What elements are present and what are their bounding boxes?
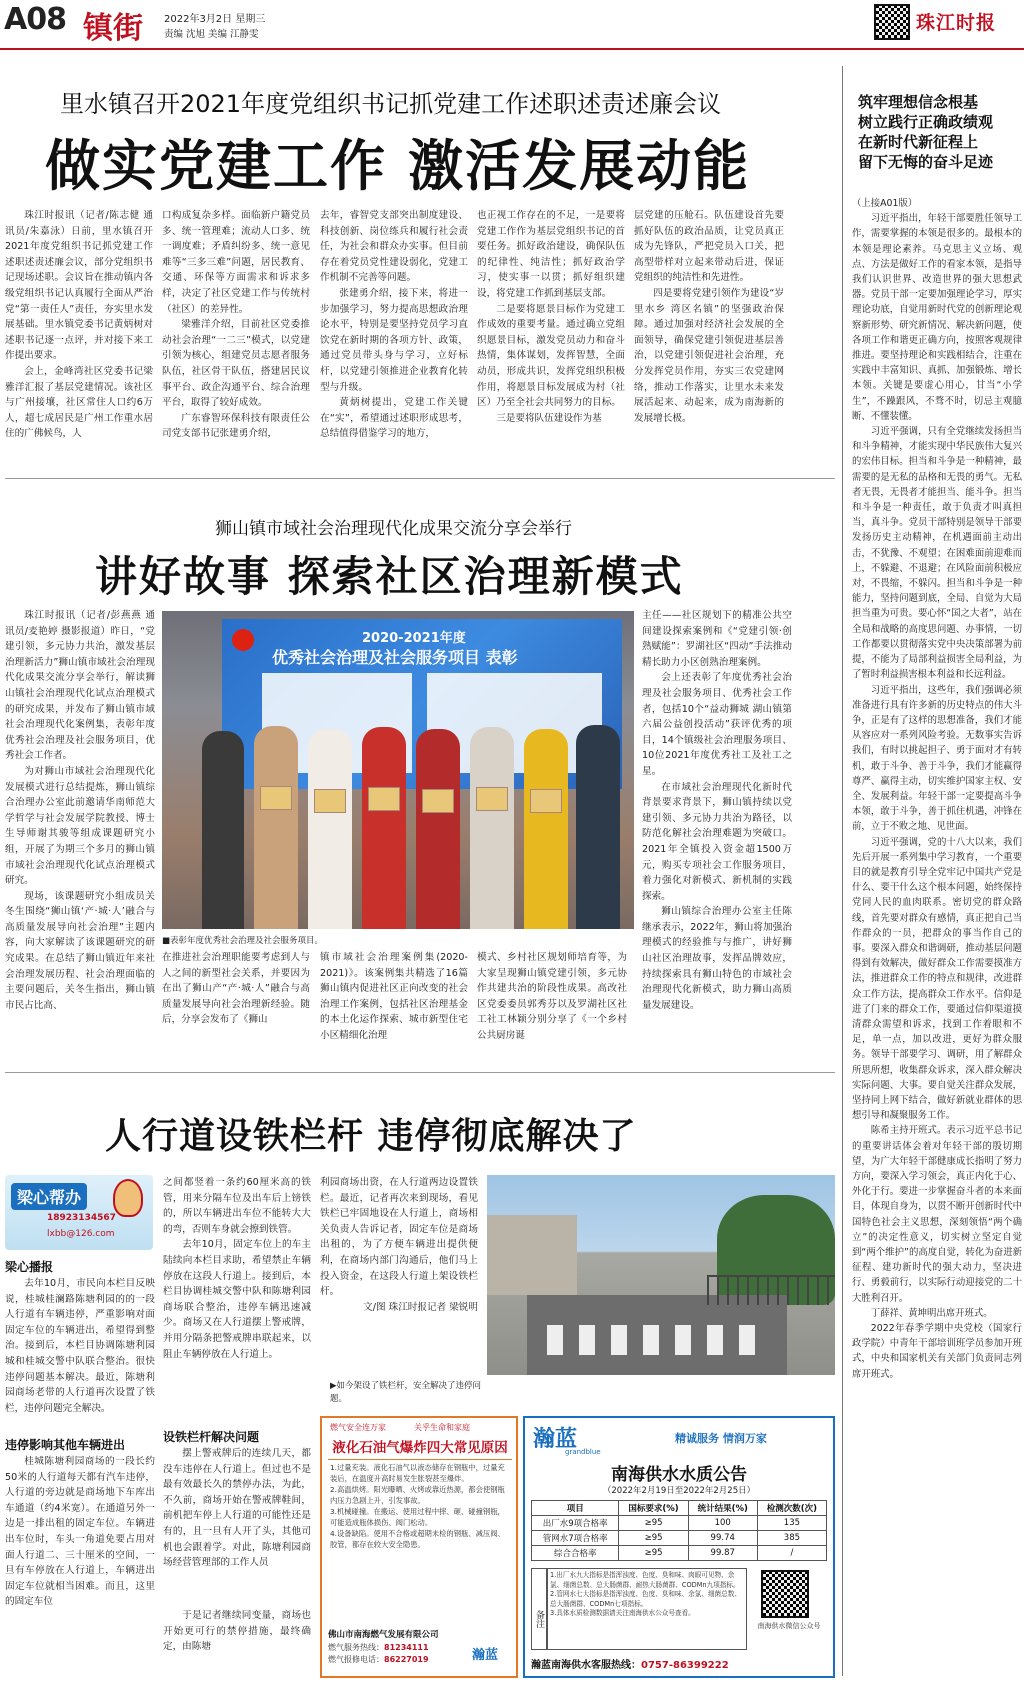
certificate: [368, 787, 400, 811]
backdrop-title-2: 优秀社会治理及社会服务项目 表彰: [272, 648, 518, 667]
person: [254, 726, 298, 929]
certificate: [260, 786, 292, 810]
sidebar-body: （上接A01版） 习近平指出，年轻干部要胜任领导工作，需要掌握的本领是很多的。最根本的本领是理论素养。马克思主义立场、观点、方法是做好工作的看家本领，是指导我们认识世界、改造世界的强大思想武器。党员干部一定要加强理论学习，厚实理论功底，自觉用新时代党的创新理论观察新形势、研究新情况、解决新问题，使各项工作和谐更正确方向，按照客观规律推进。要坚持理论和实践相结合，注重在实践中丰富知识、真抓、加强锻炼、增长本领。关键是要虚心用心，甘当“小学生”，不躁跟风，不骛不时，切忌主观臆断、不懂装懂。 习近平强调，只有全党继续发扬担当和斗争精神，才能实现中华民族伟大复兴的宏伟目标。担当和斗争是一种精神，最需要的是无私的品格和无畏的勇气。无私者无畏，无畏者才能担当、能斗争。担当和斗争是一种责任，敢于负责才叫真担当，真斗争。党员干部特别是领导干部要发扬历史主动精神，在机遇面前主动出击，不犹豫、不观望；在困难面前迎难而上，不躲避、不退避；在风险面前积极应对，不畏缩，不躲闪。担当和斗争是一种能力，坚持问题到底，全局、自觉为大局担当重为可贵。要心怀“国之大者”，站在全局和战略的高度思问题、办事情，一切工作都要以贯彻落实党中央决策部署为前提，不能为了局部利益损害全局利益，为了暂时利益损害根本利益和长远利益。 习近平指出，这些年，我们强调必须准备进行具有许多新的历史特点的伟大斗争，正是有了这样的思想准备，我们才能从容应对一系列风险考验。无数事实告诉我们，有时以挑起担子、勇于面对才有转机，敢于斗争、善于斗争，我们才能赢得尊严、赢得主动，切实维护国家主权、安全、发展利益。年轻干部一定要提高斗争本领，敢于斗争，善于抓住机遇，冲锋在前，立于不败之地、见世面。 习近平强调，党的十八大以来，我们先后开展一系列集中学习教育，一个重要目的就是教育引导全党牢记中国共产党是什么、要干什么这个根本问题，始终保持党同人民的血肉联系。密切党的群众路线，首先要对群众有感情，真正把自己当作群众的一员，把群众的事当作自己的事。要深入群众和谐调研，推动基层问题得到有效解决，做好群众工作需要摸准方法，推进群众工作的特点和规律，改进群众工作方法，提高群众工作水平。信仰是进了门来的群众工作，要通过信仰渠道摸清群众需望和诉求，找到工作着眼和不足，单一点，加以改进，更好为群众服务。领导干部要学习、调研，用了解群众所思所想，收集群众诉求，深入群众解决实际问题、大事。要自觉关注群众发展，坚持同上网下结合，做好新就业群体的思想引导和凝聚服务工作。 陈希主持开班式。表示习近平总书记的重要讲话体会着对年轻干部的殷切期望，为广大年轻干部健康成长指明了努力方向，要深入学习领会，真正内化于心、外化于行。要进一步掌握奋斗者的本来面目，体现自身为，以贯不断开创新时代中国特色社会主义思想，深刻领悟“两个确立”的决定性意义，切实树立坚定自觉到“两个维护”的高度自觉，转化为奋进新征程、建功新时代的强大动力，坚决进行、勇毅前行，以实际行动迎接党的二十大胜利召开。 丁薛祥、黄坤明出席开班式。 2022年春季学期中央党校（国家行政学院）中青年干部培训班学员参加开班式，中央和国家机关有关部门负责同志列席开班式。: [852, 198, 1022, 1380]
issue-date: 2022年3月2日 星期三: [164, 14, 266, 25]
sidebar-divider: [842, 66, 843, 1676]
party-emblem-icon: [232, 629, 254, 651]
person: [416, 729, 460, 929]
article2-top-rule: [5, 478, 835, 479]
article3-col-2b: 摆上警戒牌后的连续几天，都没车违停在人行道上。但过也不是最有效最长久的禁停办法，为此，不久前，商场开始在警戒牌鞋间，前机把车停上人行道的可能性还是有的，且一旦有人开了头，其他司机也会跟着学。对此，陈塘利园商场经营管理部的工作人员: [163, 1448, 311, 1569]
article3-col-3: 利园商场出资，在人行道两边设置铁栏。最近，记者再次来到现场，看见铁栏已牢固地设在人行道上，商场相关负责人告诉记者，固定车位是商场出租的，为了方便车辆进出提供便利，在商场内部门沟通后，他们马上投入资金，在这段人行道上架设铁栏杆。 文/图 珠江时报记者 梁锐明: [320, 1177, 478, 1313]
gas-ad-items: 1.过量充装。液化石油气以液态储存在钢瓶中，过量充装后，在温度升高时易发生胀裂甚至爆炸。 2.高温烘烤。阳光曝晒、火烤或靠近热源，都会使钢瓶内压力急剧上升，引发事故。 3.机械碰撞。在搬运、使用过程中摔、砸、碰撞钢瓶，可能造成瓶体损伤、阀门松动。 4.设备缺陷。使用不合格或超期未检的钢瓶、减压阀、胶管，都存在较大安全隐患。: [330, 1463, 505, 1549]
email-address: lxbb@126.com: [47, 1229, 115, 1239]
gas-slogan-1: 燃气安全连万家: [330, 1423, 386, 1432]
backdrop-title-1: 2020-2021年度: [362, 631, 466, 646]
article3-col-2: 之间都竖着一条约60厘米高的铁管，用来分隔车位及出车后上镑铁的，所以车辆进出车位不能转大大的弯，否则车身就会擦到铁管。 去年10月，固定车位上的车主陆续向本栏目求助，希望禁止车辆停放在这段人行道上。接到后，本栏目协调桂城交警中队和陈塘利园商场联合整治，违停车辆迅速减少。商场又在人行道摆上警戒牌，并用分隔条把警戒牌串联起来，以阻止车辆停放在人行道上。: [163, 1177, 311, 1360]
editors: 责编 沈旭 美编 江静雯: [164, 29, 259, 40]
column-logo-box: [5, 1175, 153, 1250]
article1-col-1: 珠江时报讯（记者/陈志健 通讯员/朱嘉泳）日前，里水镇召开2021年度党组织书记抓党建工作述职述责述廉会议，部分党组织书记现场述职。会议旨在推动镇内各级党组织书记认真履行全面从严治党“第一责任人”责任，夯实里水发展基础。里水镇党委书记黄炳树对述职书记逐一点评，并对接下来工作提出要求。 会上，金峰湾社区党委书记梁雅洋汇报了基层党建情况。该社区与广州接壤，社区常住人口约6万人，超七成居民是广州工作重水居住的广佛候鸟，人: [5, 210, 153, 440]
iron-railing: [707, 1275, 835, 1305]
water-quality-table: [531, 1500, 827, 1561]
awards-photo: [162, 611, 634, 929]
article1-col-2: 口构成复杂多样。面临新户籍党员多、统一管理难；流动人口多、统一调度难；矛盾纠纷多、统一意见难等“三多三难”问题，居民教育、交通、环保等方面需求和诉求多样，决定了社区党建工作与传统村（社区）的差异性。 梁雅洋介绍，目前社区党委推动社会治理“一二三”模式，以党建引领为核心，组建党员志愿者服务队伍，社区骨干队伍，搭建居民议事平台、政企沟通平台、综合治理平台，取得了较好成效。 广东睿智环保科技有限责任公司党支部书记张建勇介绍，: [162, 210, 310, 440]
section-name: 镇街: [83, 11, 143, 46]
water-qr-caption: 南海供水微信公众号: [757, 1622, 821, 1630]
person: [470, 727, 514, 929]
person: [524, 729, 568, 929]
person: [202, 731, 244, 929]
article2-headline: 讲好故事 探索社区治理新模式: [95, 552, 684, 601]
article2-bottom-col-2: 镇市域社会治理案例集(2020-2021)》。该案例集共精选了16篇狮山镇内促进社区正向改变的社会治理工作案例，包括社区治理基金的本土化运作探索、城市新型住宅小区精细化治理: [320, 952, 468, 1041]
gas-company: 佛山市南海燃气发展有限公司: [328, 1630, 439, 1640]
table-row: 管网水7项合格率 ≥95 99.74 385: [532, 1531, 827, 1546]
article2-kicker: 狮山镇市域社会治理现代化成果交流分享会举行: [215, 519, 572, 539]
person: [308, 729, 352, 929]
water-qr-code: [761, 1570, 809, 1618]
water-notes: 1.出厂水九大指标是指浑浊度、色度、臭和味、肉眼可见物、余氯、细菌总数、总大肠菌群、耐热大肠菌群、CODMn九项指标。 2.管网水七大指标是指浑浊度、色度、臭和味、余氯、细菌总数、总大肠菌群、CODMn七项指标。 3.具体水质检测数据请关注南海供水公众号查看。: [547, 1568, 747, 1650]
sidebar-headline: 筑牢理想信念根基 树立践行正确政绩观 在新时代新征程上 留下无悔的奋斗足迹: [858, 93, 994, 171]
building: [487, 1215, 577, 1295]
gas-repair: 燃气报修电话：86227019: [328, 1655, 429, 1664]
certificate: [476, 787, 508, 811]
subhead-1: 梁心播报: [5, 1260, 54, 1274]
article3-col-1b: 桂城陈塘利园商场的一段长约50米的人行道每天都有汽车违停，人行道的旁边就是商场地下车库出车通道（约4米宽）。在通道另外一边是一排出租的固定车位。车辆进出车位时，车头一角道免要占用对面人行道二、三十厘米的空间，一旦有车停放在人行道上，车辆进出固定车位就相当困难。而且，这里的固定车位: [5, 1456, 155, 1608]
water-quality-ad: [523, 1416, 835, 1678]
street-photo: [487, 1175, 835, 1375]
gas-ad-title: 液化石油气爆炸四大常见原因: [328, 1436, 512, 1460]
water-period: （2022年2月19日至2022年2月25日）: [602, 1486, 756, 1496]
qr-code: [874, 4, 910, 40]
person: [362, 727, 406, 929]
certificate: [422, 789, 454, 813]
article3-headline: 人行道设铁栏杆 违停彻底解决了: [105, 1116, 637, 1157]
article3-col-1: 去年10月，市民向本栏目反映说，桂城桂澜路陈塘利园的的一段人行道有车辆违停，严重影响对面固定车位的车辆进出，希望得到整治。接到后，本栏目协调陈塘利园城和桂城交警中队联合整治。很快违停问题基本解决。最近，陈塘利园商场老带的人行道再次设置了铁栏，违停问题完全解决。: [5, 1278, 155, 1414]
table-header: 国标要求(%): [619, 1501, 688, 1516]
subhead-3: 设铁栏杆解决问题: [163, 1430, 260, 1444]
article1-col-3: 去年，睿智党支部突出制度建设、科技创新、岗位练兵和履行社会责任，为社会和群众办实事。但目前存在着党员党性建设弱化，党建工作机制不完善等问题。 张建勇介绍，接下来，将进一步加强学习，努力提高思想政治理论水平，特别是要坚持党员学习直饮党在新时期的各项方针、政策，通过党员带头身与学习，立好标杆，以党建引领推进企业教育化转型与升级。 黄炳树提出，党建工作关键在“实”，希望通过述职形成思考，总结值得借鉴学习的地方，: [320, 210, 468, 440]
gas-safety-ad: [320, 1416, 518, 1678]
paper-logo: 珠江时报: [916, 12, 997, 34]
subhead-2: 违停影响其他车辆进出: [5, 1438, 126, 1452]
gas-brand-logo: 瀚蓝: [472, 1648, 499, 1663]
certificate: [314, 789, 346, 813]
water-notes-label: 备注: [531, 1568, 547, 1650]
water-hotline: 瀚蓝南海供水客服热线：0757-86399222: [531, 1660, 729, 1671]
hotline-number: 18923134567: [47, 1213, 116, 1223]
table-row: 出厂水9项合格率 ≥95 100 135: [532, 1516, 827, 1531]
mascot-icon: [113, 1179, 143, 1217]
article3-col-small: 于是记者继续同变量，商场也开始更可行的禁停措施，最终确定，由陈塘: [163, 1610, 311, 1653]
page-number: A08: [4, 2, 66, 37]
table-header: 项目: [532, 1501, 619, 1516]
awards-photo-caption: ■表彰年度优秀社会治理及社会服务项目。: [162, 936, 324, 946]
article2-col-left: 珠江时报讯（记者/彭燕燕 通讯员/麦艳婷 摄影报道）昨日，“党建引领，多元协力共治，激发基层治理新活力”狮山镇市域社会治理现代化成果交流分享会举行，解读狮山镇社会治理现代化试点治理模式的研究成果，并发布了狮山镇市域社会治理现代化案例集，表彰年度优秀社会治理及社会服务项目，优秀社会工作者。 为对狮山市域社会治理现代化发展模式进行总结提炼，狮山镇综合治理办公室此前邀请华南师范大学哲学与社会发展学院教授、博士生导师谢其骏等组成课题研究小组，开展了为期三个多月的狮山镇市域社会治理现代化试点治理模式研究。 现场，该课题研究小组成员关冬生围绕“狮山镇‘产·城·人’融合与高质量发展导向社会治理”主题内容，向大家解读了该课题研究的研究成果。在总结了狮山镇近年来社会治理发展历程、社会治理面临的主要问题后，关冬生指出，狮山镇市民占比高、: [5, 610, 155, 1011]
article2-col-right: 主任——社区规划下的精准公共空间建设探索案例和《“党建引领·创熟赋能”：罗湖社区“四动”手法推动精长助力小区创熟治理案例。 会上还表彰了年度优秀社会治理及社会服务项目、优秀社会工作者，包括10个“益动狮城 湖山镇第六届公益创投活动”获评优秀的项目，14个镇级社会治理服务项目、10位2021年度优秀社工及社工之星。 在市域社会治理现代化新时代背景要求背景下，狮山镇持续以党建引领、多元协力共治为路径，以防范化解社会治理难题为突破口。2021年全镇投入资金超1500万元，购买专项社会工作服务项目，着力强化对新模式、新机制的实践探索。 狮山镇综合治理办公室主任陈继承表示，2022年，狮山将加强治理模式的经验推与与推广，讲好狮山社区治理故事，发挥品牌效应，持续探索具有狮山特色的市域社会治理现代化新模式，助力狮山高质量发展建设。: [642, 610, 792, 1011]
table-row: 综合合格率 ≥95 99.87 /: [532, 1546, 827, 1561]
person: [576, 725, 620, 929]
article1-col-4: 也正视工作存在的不足，一是要将党建工作作为基层党组织书记的首要任务。抓好政治建设，确保队伍的纪律性、纯洁性；抓好政治学习，使实事一以贯；抓好组织建设，将党建工作抓到基层支部。 二是要将愿景目标作为党建工作成效的重要考量。通过确立党组织愿景目标，激发党员动力和奋斗热情，集体谋划，发挥智慧，全面动员，形成共识，发挥党组织积极作用，将愿景目标发展成为村（社区）乃至全社会共同努力的目标。 三是要将队伍建设作为基: [477, 210, 625, 424]
masthead-rule: [0, 48, 1024, 50]
certificate: [530, 789, 562, 813]
article1-headline: 做实党建工作 激活发展动能: [45, 134, 751, 198]
crosswalk: [547, 1325, 767, 1355]
gas-slogan-2: 关乎生命和家庭: [414, 1423, 470, 1432]
article1-col-5: 层党建的压舱石。队伍建设首先要抓好队伍的政治品质，让党员真正成为先锋队，严把党员入口关，把高型带样对立起来带动后进，保证党组织的纯洁性和先进性。 四是要将党建引领作为建设“岁里水乡 湾区名镇”的坚强政治保障。通过加强对经济社会发展的全面领导，确保党建引领促进基层善治，以党建引领促进社会治理，充分发挥党员作用，夯实三农党建网络，推动工作落实，让里水未来发展活起来、动起来，成为南海新的发展增长极。: [634, 210, 784, 424]
column-logo: 梁心帮办: [11, 1183, 87, 1210]
street-photo-caption: ▶如今架设了铁栏杆，安全解决了违停问题。: [330, 1381, 482, 1404]
gas-hotline: 燃气服务热线：81234111: [328, 1643, 429, 1652]
table-header: 检测次数(次): [757, 1501, 826, 1516]
table-header: 统计结果(%): [688, 1501, 757, 1516]
water-ad-title: 南海供水水质公告: [611, 1465, 747, 1485]
article1-kicker: 里水镇召开2021年度党组织书记抓党建工作述职述责述廉会议: [60, 90, 722, 118]
water-slogan: 精诚服务 情润万家: [675, 1432, 767, 1445]
article3-top-rule: [5, 1072, 835, 1073]
article2-bottom-col-3: 模式、乡村社区规划师培育等，为大家呈现狮山镇党建引领，多元协作共建共治的阶段性成果。高改社区党委委员郭秀芬以及罗湖社区社工社工林颖分别分享了《一个乡村公共厨房诞: [477, 952, 627, 1041]
water-brand-logo: 瀚蓝: [533, 1427, 578, 1452]
water-brand-pinyin: grandblue: [565, 1448, 601, 1456]
article2-bottom-col-1: 在推进社会治理职能要考虑到人与人之间的新型社会关系，并要因为在出了狮山产“产·城·人”融合与高质量发展导向社会治理新经验。随后，分享会发布了《狮山: [162, 952, 310, 1026]
